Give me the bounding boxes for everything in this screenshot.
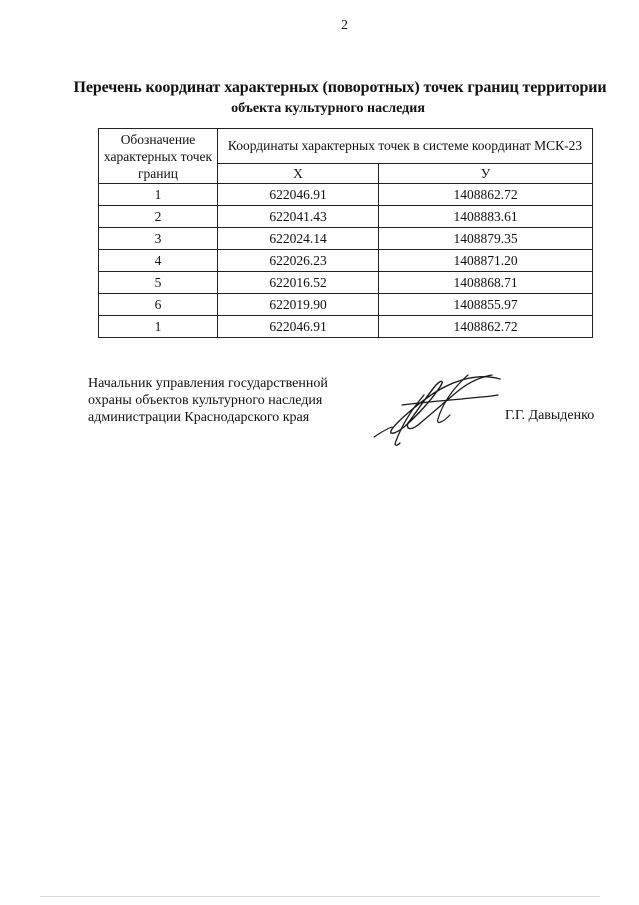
cell-x: 622041.43 (218, 206, 379, 228)
cell-point: 3 (99, 228, 218, 250)
cell-y: 1408883.61 (379, 206, 593, 228)
cell-y: 1408855.97 (379, 294, 593, 316)
table-row (99, 316, 593, 338)
cell-point: 6 (99, 294, 218, 316)
cell-x: 622046.91 (218, 184, 379, 206)
cell-y: 1408871.20 (379, 250, 593, 272)
header-x: X (218, 163, 379, 183)
title-line-1: Перечень координат характерных (поворотных) точек границ территории (73, 79, 607, 96)
cell-x: 622046.91 (218, 316, 379, 338)
cell-x: 622026.23 (218, 250, 379, 272)
cell-x: 622019.90 (218, 294, 379, 316)
signer-name: Г.Г. Давыденко (505, 408, 595, 423)
cell-y: 1408862.72 (379, 184, 593, 206)
page-number: 2 (341, 18, 348, 33)
cell-point: 5 (99, 272, 218, 294)
table-row (99, 184, 593, 206)
position-line-2: охраны объектов культурного наследия (88, 393, 323, 408)
cell-y: 1408862.72 (379, 316, 593, 338)
coordinates-table (98, 128, 593, 338)
table-row (99, 294, 593, 316)
position-line-3: администрации Краснодарского края (88, 410, 310, 425)
cell-x: 622016.52 (218, 272, 379, 294)
header-point-designation: Обозначение характерных точек границ (99, 129, 218, 184)
table-row (99, 206, 593, 228)
signer-position (88, 375, 328, 426)
cell-y: 1408879.35 (379, 228, 593, 250)
cell-point: 1 (99, 316, 218, 338)
table-row (99, 250, 593, 272)
cell-point: 2 (99, 206, 218, 228)
cell-y: 1408868.71 (379, 272, 593, 294)
handwritten-signature (372, 365, 507, 450)
cell-point: 4 (99, 250, 218, 272)
cell-point: 1 (99, 184, 218, 206)
cell-x: 622024.14 (218, 228, 379, 250)
header-coordinates: Координаты характерных точек в системе координат МСК-23 (218, 129, 593, 164)
title-line-2: объекта культурного наследия (231, 101, 425, 116)
header-y: У (379, 163, 593, 183)
position-line-1: Начальник управления государственной (88, 376, 328, 391)
table-row (99, 228, 593, 250)
table-row (99, 272, 593, 294)
scan-edge-line (40, 896, 600, 897)
document-title (60, 78, 620, 119)
